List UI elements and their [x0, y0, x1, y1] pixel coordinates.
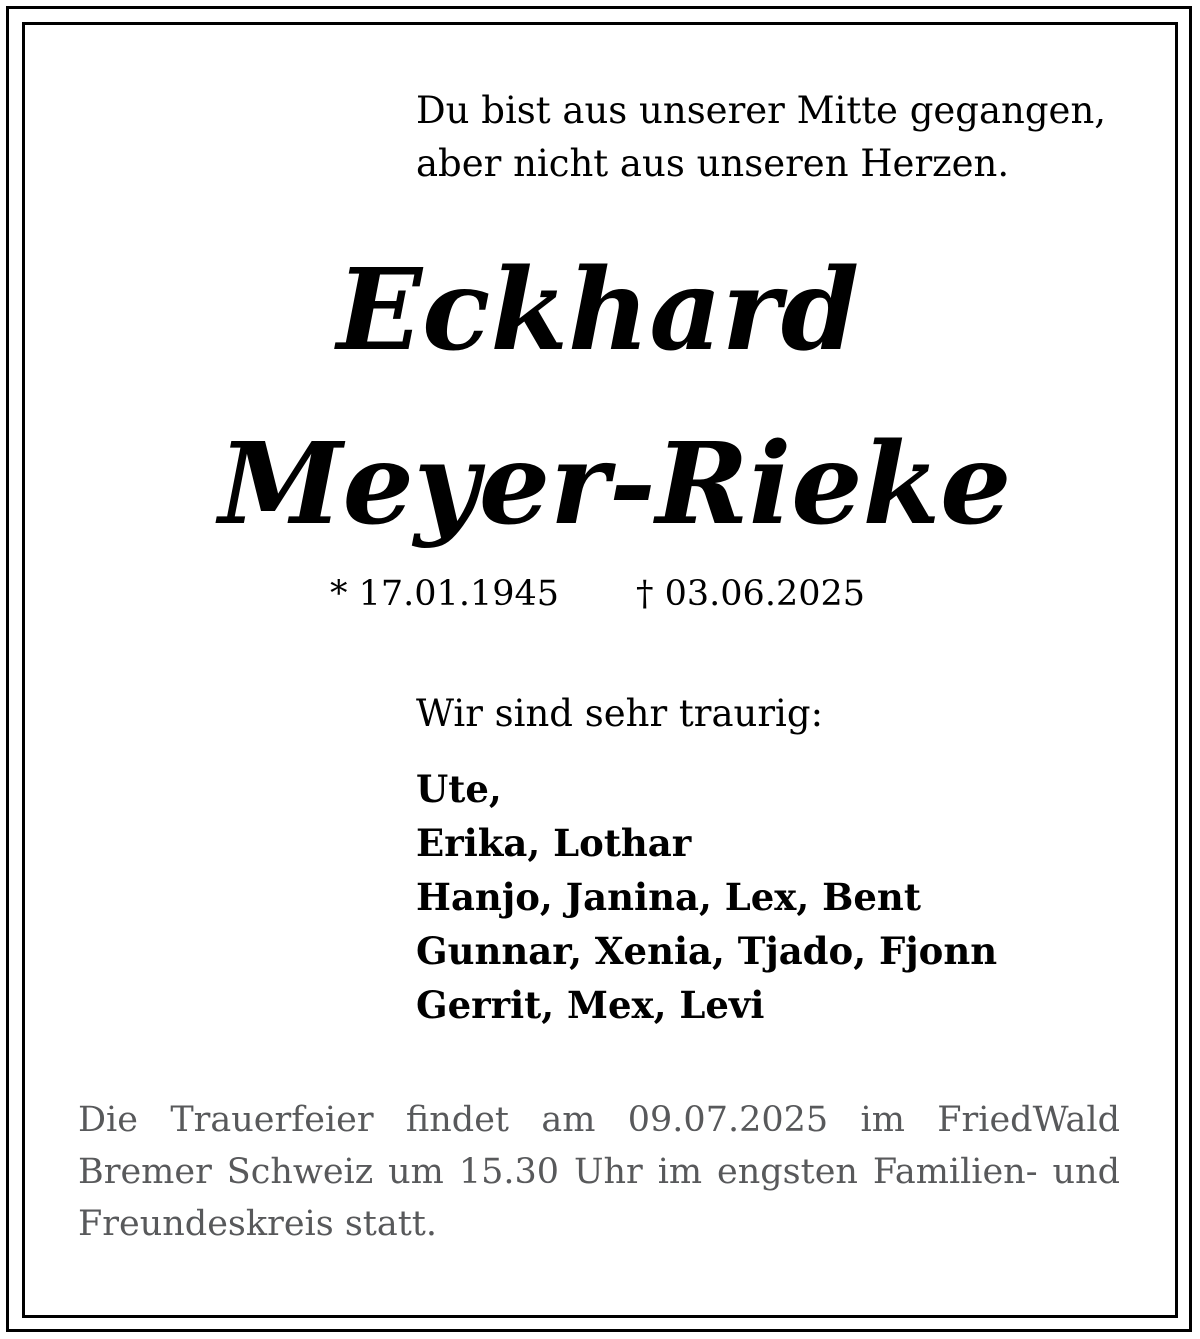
mourners-line: Gerrit, Mex, Levi — [416, 983, 765, 1027]
mourners-line: Hanjo, Janina, Lex, Bent — [416, 875, 921, 919]
mourners-line: Erika, Lothar — [416, 821, 692, 865]
memorial-quote — [416, 84, 1156, 190]
quote-line-2: aber nicht aus unseren Herzen. — [416, 142, 1010, 185]
deceased-last-name: Meyer-Rieke — [218, 419, 1012, 550]
mourners-line: Ute, — [416, 767, 502, 811]
quote-line-1: Du bist aus unserer Mitte gegangen, — [416, 89, 1107, 132]
mourners-list — [416, 762, 997, 1032]
birth-date: * 17.01.1945 — [330, 574, 560, 614]
deceased-first-name: Eckhard — [336, 245, 860, 376]
funeral-notice: Die Trauerfeier findet am 09.07.2025 im FriedWald Bremer Schweiz um 15.30 Uhr im engsten Familien- und Freundeskreis statt. — [78, 1100, 1120, 1244]
mourners-intro: Wir sind sehr traurig: — [416, 692, 824, 735]
mourners-line: Gunnar, Xenia, Tjado, Fjonn — [416, 929, 998, 973]
death-date: † 03.06.2025 — [636, 574, 866, 614]
